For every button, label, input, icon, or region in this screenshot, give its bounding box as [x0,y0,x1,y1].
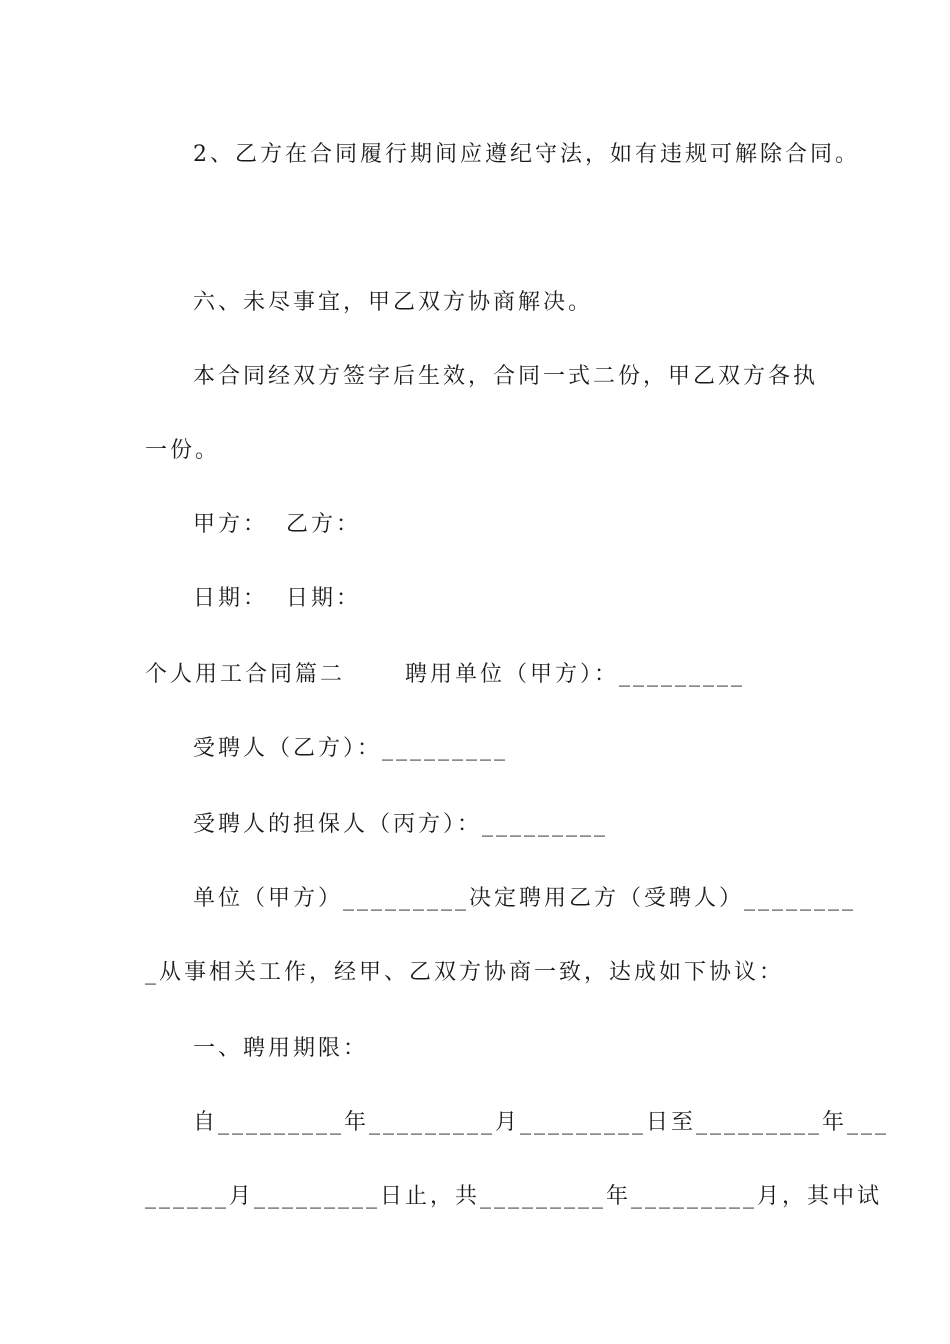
clause-6-line: 六、未尽事宜，甲乙双方协商解决。 [193,290,594,315]
date-row [0,584,950,614]
effectiveness-line-2: 一份。 [145,438,221,463]
effectiveness-line-1: 本合同经双方签字后生效，合同一式二份，甲乙双方各执 [193,364,819,389]
date-label-a: 日期： [193,586,269,611]
section-heading-row [0,660,950,690]
party-b-label: 乙方： [286,512,362,537]
date-label-b: 日期： [286,586,362,611]
agreement-line-2: _从事相关工作，经甲、乙双方协商一致，达成如下协议： [145,960,785,985]
party-a-label: 甲方： [193,512,269,537]
clause-2-line: 2、乙方在合同履行期间应遵纪守法，如有违规可解除合同。 [193,142,860,167]
section-title: 个人用工合同篇二 [145,662,346,687]
guarantor-field: 受聘人的担保人（丙方）：_________ [193,812,609,837]
employee-field: 受聘人（乙方）：_________ [193,736,509,761]
term-heading: 一、聘用期限： [193,1036,369,1061]
term-line-1: 自_________年_________月_________日至_________年___ [193,1110,890,1135]
term-line-2: ______月_________日止，共_________年_________月，其中试 [145,1184,883,1209]
agreement-line-1: 单位（甲方）_________决定聘用乙方（受聘人）________ [193,886,857,911]
employer-field: 聘用单位（甲方）：_________ [405,662,746,687]
signature-row [0,510,950,540]
